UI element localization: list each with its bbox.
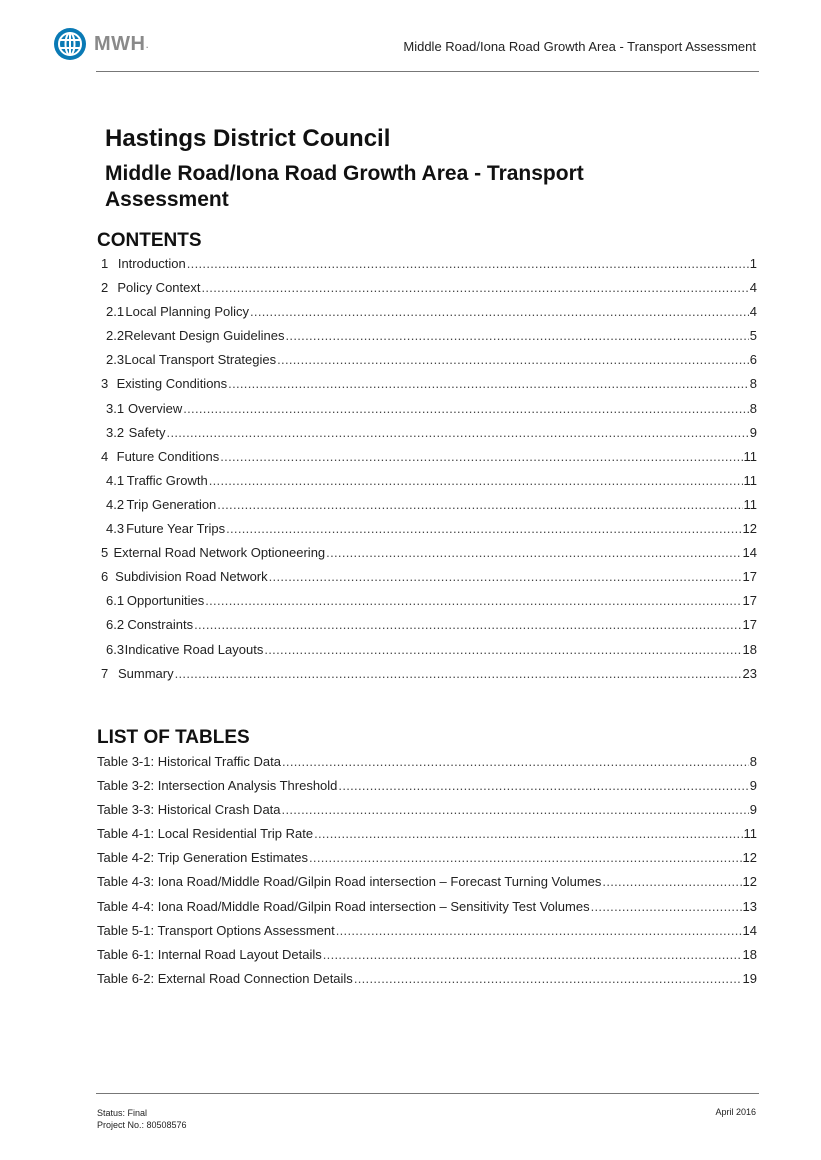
toc-entry-label: Table 4-3: Iona Road/Middle Road/Gilpin Road intersection – Forecast Turning Volumes (97, 874, 602, 890)
toc-entry-label: Summary (117, 665, 174, 681)
toc-entry[interactable] (97, 497, 757, 521)
toc-entry-label: Table 3-3: Historical Crash Data (97, 802, 281, 818)
toc-entry-number: 3.2 (106, 424, 125, 440)
toc-entry-number: 6.1 (106, 593, 125, 609)
footer-divider (96, 1093, 759, 1094)
toc-entry-label: Indicative Road Layouts (124, 641, 264, 657)
dot-leader (167, 425, 749, 440)
toc-entry-label: Table 4-4: Iona Road/Middle Road/Gilpin Road intersection – Sensitivity Test Volumes (97, 898, 590, 914)
toc-entry-number: 7 (101, 665, 109, 681)
table-list-entry[interactable] (97, 971, 757, 995)
logo-dot: . (145, 37, 149, 51)
toc-entry-page: 19 (742, 970, 757, 986)
toc-entry-label: Relevant Design Guidelines (124, 328, 285, 344)
toc-entry-page: 14 (742, 922, 757, 938)
toc-entry-page: 18 (742, 946, 757, 962)
dot-leader (326, 545, 741, 560)
dot-leader (269, 569, 742, 584)
footer-info (97, 1107, 187, 1131)
toc-entry-label: External Road Network Optioneering (113, 545, 326, 561)
toc-entry-page: 8 (749, 376, 757, 392)
toc-entry[interactable] (97, 545, 757, 569)
toc-entry-label: Opportunities (126, 593, 205, 609)
toc-entry-label: Local Planning Policy (125, 304, 249, 320)
project-number: Project No.: 80508576 (97, 1120, 187, 1130)
contents-heading: CONTENTS (97, 230, 202, 251)
toc-entry[interactable] (97, 352, 757, 376)
dot-leader (226, 521, 741, 536)
header-divider (96, 71, 759, 72)
toc-entry-page: 8 (749, 400, 757, 416)
toc-entry-number: 5 (101, 545, 109, 561)
toc-entry-page: 9 (749, 778, 757, 794)
table-list-entry[interactable] (97, 778, 757, 802)
toc-entry-label: Subdivision Road Network (115, 569, 268, 585)
logo-wordmark: MWH (94, 32, 146, 55)
dot-leader (187, 256, 749, 271)
toc-entry-number: 2.3 (106, 352, 125, 368)
toc-entry-number: 6.2 (106, 617, 125, 633)
toc-entry[interactable] (97, 569, 757, 593)
toc-entry-label: Table 4-2: Trip Generation Estimates (97, 850, 308, 866)
toc-entry-label: Existing Conditions (116, 376, 228, 392)
toc-entry-label: Trip Generation (126, 496, 217, 512)
dot-leader (183, 401, 749, 416)
table-list-entry[interactable] (97, 874, 757, 898)
toc-entry-page: 12 (742, 850, 757, 866)
dot-leader (338, 778, 748, 793)
toc-entry-page: 11 (743, 448, 757, 464)
toc-entry[interactable] (97, 617, 757, 641)
footer-date: April 2016 (715, 1107, 756, 1117)
dot-leader (175, 666, 742, 681)
toc-entry-page: 17 (742, 569, 757, 585)
toc-entry-label: Policy Context (117, 280, 201, 296)
toc-entry-label: Constraints (127, 617, 194, 633)
toc-entry-number: 6 (101, 569, 109, 585)
toc-entry[interactable] (97, 328, 757, 352)
running-header-title: Middle Road/Iona Road Growth Area - Transport Assessment (403, 39, 756, 54)
toc-entry-label: Traffic Growth (126, 472, 208, 488)
table-list-entry[interactable] (97, 923, 757, 947)
toc-entry-page: 17 (742, 593, 757, 609)
toc-entry-label: Table 3-2: Intersection Analysis Threshold (97, 778, 338, 794)
toc-entry-page: 13 (742, 898, 757, 914)
table-list-entry[interactable] (97, 754, 757, 778)
toc-entry-page: 1 (749, 256, 757, 271)
toc-entry[interactable] (97, 449, 757, 473)
toc-entry-page: 4 (749, 280, 757, 296)
toc-entry-label: Overview (128, 400, 183, 416)
dot-leader (217, 497, 742, 512)
toc-entry-label: Table 6-1: Internal Road Layout Details (97, 946, 322, 962)
globe-icon (53, 27, 87, 61)
toc-entry[interactable] (97, 521, 757, 545)
toc-entry-page: 23 (742, 665, 757, 681)
toc-entry-number: 1 (101, 256, 109, 271)
toc-entry[interactable] (97, 425, 757, 449)
toc-entry-page: 9 (749, 802, 757, 818)
toc-entry-page: 5 (749, 328, 757, 344)
toc-entry[interactable] (97, 256, 757, 280)
toc-entry-label: Table 5-1: Transport Options Assessment (97, 922, 335, 938)
toc-entry[interactable] (97, 280, 757, 304)
toc-entry-page: 12 (742, 874, 757, 890)
toc-entry[interactable] (97, 642, 757, 666)
toc-entry-page: 4 (749, 304, 757, 320)
dot-leader (228, 376, 749, 391)
toc-entry-label: Table 3-1: Historical Traffic Data (97, 754, 281, 769)
toc-entry[interactable] (97, 376, 757, 400)
dot-leader (336, 923, 742, 938)
toc-entry-page: 6 (749, 352, 757, 368)
dot-leader (250, 304, 749, 319)
toc-entry-page: 8 (749, 754, 757, 769)
status-text: Status: Final (97, 1108, 148, 1118)
toc-entry-label: Future Year Trips (126, 521, 226, 537)
toc-entry-page: 9 (749, 424, 757, 440)
dot-leader (314, 826, 742, 841)
dot-leader (323, 947, 742, 962)
toc-entry-page: 14 (742, 545, 757, 561)
toc-entry-number: 3.1 (106, 400, 125, 416)
toc-entry-page: 12 (742, 521, 757, 537)
table-list-entry[interactable] (97, 850, 757, 874)
toc-entry-label: Future Conditions (116, 448, 220, 464)
toc-entry-number: 6.3 (106, 641, 125, 657)
document-subtitle: Middle Road/Iona Road Growth Area - Transport Assessment (105, 162, 584, 211)
toc-entry-page: 11 (743, 472, 757, 488)
table-of-contents (97, 256, 757, 690)
dot-leader (209, 473, 743, 488)
toc-entry-label: Introduction (117, 256, 186, 271)
toc-entry-number: 2 (101, 280, 109, 296)
toc-entry-label: Table 6-2: External Road Connection Details (97, 970, 353, 986)
toc-entry-number: 3 (101, 376, 109, 392)
toc-entry-page: 11 (743, 826, 757, 842)
dot-leader (277, 352, 749, 367)
dot-leader (201, 280, 748, 295)
toc-entry-number: 4.3 (106, 521, 125, 537)
dot-leader (220, 449, 742, 464)
table-list-entry[interactable] (97, 899, 757, 923)
toc-entry[interactable] (97, 401, 757, 425)
toc-entry-page: 17 (742, 617, 757, 633)
dot-leader (282, 802, 749, 817)
table-list-entry[interactable] (97, 826, 757, 850)
toc-entry[interactable] (97, 666, 757, 690)
list-of-tables (97, 754, 757, 995)
toc-entry-label: Local Transport Strategies (124, 352, 277, 368)
table-list-entry[interactable] (97, 802, 757, 826)
mwh-logo (53, 27, 149, 61)
toc-entry-number: 2.1 (106, 304, 125, 320)
list-of-tables-heading: LIST OF TABLES (97, 727, 250, 748)
toc-entry[interactable] (97, 473, 757, 497)
toc-entry-number: 2.2 (106, 328, 125, 344)
dot-leader (591, 899, 742, 914)
dot-leader (264, 642, 741, 657)
dot-leader (602, 874, 741, 889)
toc-entry-number: 4.2 (106, 496, 125, 512)
dot-leader (286, 328, 749, 343)
dot-leader (354, 971, 742, 986)
dot-leader (282, 754, 749, 769)
toc-entry-page: 11 (743, 496, 757, 512)
toc-entry-label: Table 4-1: Local Residential Trip Rate (97, 826, 314, 842)
toc-entry-number: 4.1 (106, 472, 125, 488)
toc-entry[interactable] (97, 304, 757, 328)
toc-entry-number: 4 (101, 448, 109, 464)
dot-leader (194, 617, 741, 632)
toc-entry-page: 18 (742, 641, 757, 657)
page-header (0, 0, 821, 80)
dot-leader (309, 850, 742, 865)
toc-entry-label: Safety (128, 424, 166, 440)
table-list-entry[interactable] (97, 947, 757, 971)
dot-leader (205, 593, 741, 608)
document-title: Hastings District Council (105, 125, 391, 152)
toc-entry[interactable] (97, 593, 757, 617)
